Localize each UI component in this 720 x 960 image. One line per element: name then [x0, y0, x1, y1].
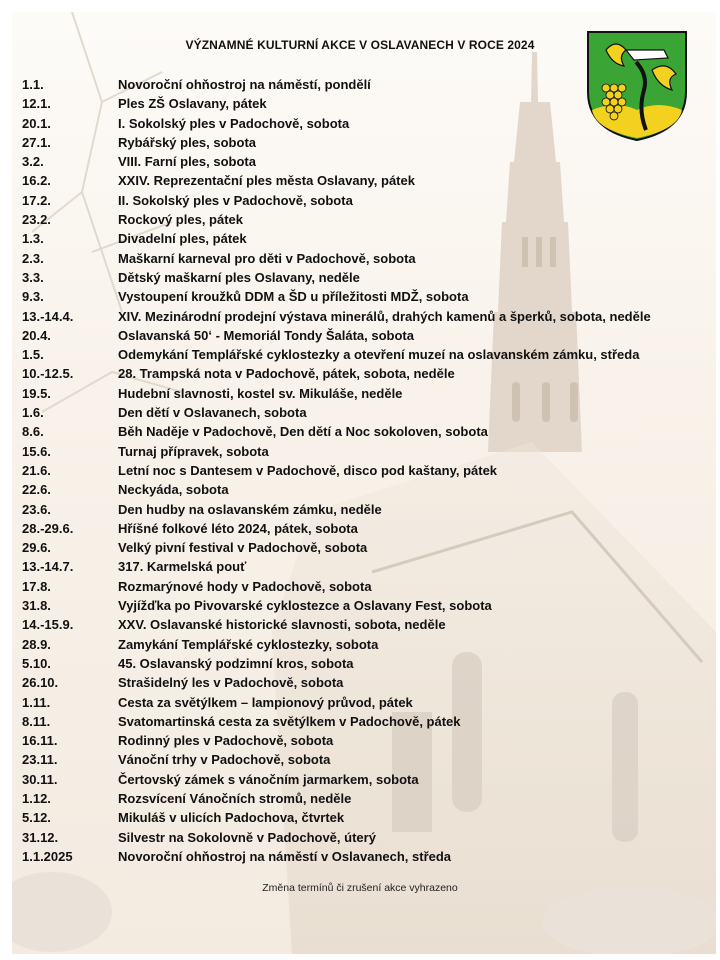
event-date: 28.-29.6.: [22, 520, 74, 536]
event-date: 28.9.: [22, 636, 51, 652]
event-name: Novoroční ohňostroj na náměstí v Oslavanech, středa: [118, 848, 452, 864]
event-row: [22, 654, 651, 673]
event-row: [22, 673, 651, 692]
event-date: 13.-14.4.: [22, 308, 74, 324]
event-name: Dětský maškarní ples Oslavany, neděle: [118, 269, 360, 285]
event-row: [22, 403, 651, 422]
event-row: [22, 210, 651, 229]
event-date: 10.-12.5.: [22, 366, 74, 382]
event-row: [22, 557, 651, 576]
event-date: 17.2.: [22, 192, 51, 208]
event-name: Rybářský ples, sobota: [118, 134, 256, 150]
event-date: 16.2.: [22, 173, 51, 189]
event-row: [22, 249, 651, 268]
event-date: 23.2.: [22, 212, 51, 228]
event-row: [22, 229, 651, 248]
event-date: 3.3.: [22, 269, 44, 285]
event-row: [22, 480, 651, 499]
event-row: [22, 808, 651, 827]
event-row: [22, 114, 651, 133]
event-name: Rockový ples, pátek: [118, 212, 243, 228]
event-name: XXIV. Reprezentační ples města Oslavany, pátek: [118, 173, 415, 189]
event-name: Hudební slavnosti, kostel sv. Mikuláše, neděle: [118, 385, 403, 401]
event-date: 16.11.: [22, 733, 58, 749]
event-date: 31.12.: [22, 829, 59, 845]
event-name: Vyjížďka po Pivovarské cyklostezce a Oslavany Fest, sobota: [118, 598, 492, 614]
event-date: 13.-14.7.: [22, 559, 74, 575]
event-name: Strašidelný les v Padochově, sobota: [118, 675, 344, 691]
event-row: [22, 538, 651, 557]
event-date: 15.6.: [22, 443, 51, 459]
footer-note: Změna termínů či zrušení akce vyhrazeno: [262, 882, 458, 894]
page-title: VÝZNAMNÉ KULTURNÍ AKCE V OSLAVANECH V ROCE 2024: [185, 38, 535, 52]
event-row: [22, 519, 651, 538]
event-name: Čertovský zámek s vánočním jarmarkem, sobota: [118, 771, 419, 787]
event-row: [22, 693, 651, 712]
event-row: [22, 828, 651, 847]
event-row: [22, 596, 651, 615]
event-date: 23.11.: [22, 752, 58, 768]
event-row: [22, 731, 651, 750]
event-name: Rozsvícení Vánočních stromů, neděle: [118, 790, 352, 806]
event-date: 1.3.: [22, 231, 44, 247]
event-name: Novoroční ohňostroj na náměstí, pondělí: [118, 77, 371, 92]
event-name: Ples ZŠ Oslavany, pátek: [118, 96, 267, 112]
event-date: 8.11.: [22, 713, 51, 729]
event-row: [22, 577, 651, 596]
event-date: 22.6.: [22, 482, 51, 498]
event-date: 3.2.: [22, 154, 44, 170]
event-row: [22, 789, 651, 808]
events-list: [22, 75, 651, 866]
event-date: 14.-15.9.: [22, 617, 74, 633]
event-name: XXV. Oslavanské historické slavnosti, sobota, neděle: [118, 617, 446, 633]
event-row: [22, 712, 651, 731]
event-name: Vystoupení kroužků DDM a ŠD u příležitosti MDŽ, sobota: [118, 289, 469, 305]
event-name: Velký pivní festival v Padochově, sobota: [118, 540, 368, 556]
event-name: Den dětí v Oslavanech, sobota: [118, 405, 307, 421]
event-name: 45. Oslavanský podzimní kros, sobota: [118, 655, 354, 671]
event-date: 1.1.: [22, 77, 44, 92]
event-date: 12.1.: [22, 96, 51, 112]
event-row: [22, 345, 651, 364]
event-name: Svatomartinská cesta za světýlkem v Padochově, pátek: [118, 713, 461, 729]
event-name: Mikuláš v ulicích Padochova, čtvrtek: [118, 810, 345, 826]
event-row: [22, 326, 651, 345]
event-row: [22, 191, 651, 210]
event-name: Rodinný ples v Padochově, sobota: [118, 733, 334, 749]
event-name: Cesta za světýlkem – lampionový průvod, pátek: [118, 694, 413, 710]
event-name: XIV. Mezinárodní prodejní výstava minerálů, drahých kamenů a šperků, sobota, neděle: [118, 308, 651, 324]
event-row: [22, 770, 651, 789]
event-date: 17.8.: [22, 578, 51, 594]
event-name: Zamykání Templářské cyklostezky, sobota: [118, 636, 379, 652]
event-date: 21.6.: [22, 462, 51, 478]
event-name: Běh Naděje v Padochově, Den dětí a Noc sokoloven, sobota: [118, 424, 488, 440]
event-date: 20.4.: [22, 327, 51, 343]
event-name: Divadelní ples, pátek: [118, 231, 247, 247]
event-row: [22, 422, 651, 441]
event-date: 29.6.: [22, 540, 51, 556]
event-row: [22, 152, 651, 171]
event-name: Hříšné folkové léto 2024, pátek, sobota: [118, 520, 358, 536]
event-date: 20.1.: [22, 115, 51, 131]
event-date: 1.11.: [22, 694, 51, 710]
event-row: [22, 268, 651, 287]
event-row: [22, 287, 651, 306]
event-date: 19.5.: [22, 385, 51, 401]
event-row: [22, 635, 651, 654]
event-date: 1.12.: [22, 790, 51, 806]
event-date: 1.6.: [22, 405, 44, 421]
event-row: [22, 500, 651, 519]
event-name: Silvestr na Sokolovně v Padochově, úterý: [118, 829, 376, 845]
event-row: [22, 847, 651, 866]
event-date: 1.1.2025: [22, 848, 73, 864]
event-row: [22, 750, 651, 769]
event-row: [22, 171, 651, 190]
event-date: 31.8.: [22, 598, 51, 614]
event-row: [22, 384, 651, 403]
event-date: 1.5.: [22, 347, 44, 363]
event-row: [22, 94, 651, 113]
event-name: Neckyáda, sobota: [118, 482, 229, 498]
event-name: Odemykání Templářské cyklostezky a otevření muzeí na oslavanském zámku, středa: [118, 347, 640, 363]
event-name: Vánoční trhy v Padochově, sobota: [118, 752, 331, 768]
event-row: [22, 442, 651, 461]
event-date: 23.6.: [22, 501, 51, 517]
event-row: [22, 364, 651, 383]
event-name: Maškarní karneval pro děti v Padochově, sobota: [118, 250, 416, 266]
event-date: 2.3.: [22, 250, 44, 266]
event-name: Turnaj přípravek, sobota: [118, 443, 269, 459]
event-name: Rozmarýnové hody v Padochově, sobota: [118, 578, 372, 594]
event-date: 26.10.: [22, 675, 59, 691]
event-date: 8.6.: [22, 424, 44, 440]
event-date: 5.10.: [22, 655, 51, 671]
event-row: [22, 615, 651, 634]
event-date: 27.1.: [22, 134, 51, 150]
event-row: [22, 307, 651, 326]
event-name: II. Sokolský ples v Padochově, sobota: [118, 192, 353, 208]
event-name: 317. Karmelská pouť: [118, 559, 247, 575]
event-date: 30.11.: [22, 771, 58, 787]
event-row: [22, 461, 651, 480]
event-name: Letní noc s Dantesem v Padochově, disco pod kaštany, pátek: [118, 462, 498, 478]
event-name: I. Sokolský ples v Padochově, sobota: [118, 115, 350, 131]
event-row: [22, 75, 651, 94]
event-name: Oslavanská 50ʻ - Memoriál Tondy Šaláta, sobota: [118, 327, 414, 343]
event-row: [22, 133, 651, 152]
event-date: 5.12.: [22, 810, 51, 826]
event-date: 9.3.: [22, 289, 44, 305]
event-name: 28. Trampská nota v Padochově, pátek, sobota, neděle: [118, 366, 455, 382]
event-name: VIII. Farní ples, sobota: [118, 154, 256, 170]
event-name: Den hudby na oslavanském zámku, neděle: [118, 501, 382, 517]
